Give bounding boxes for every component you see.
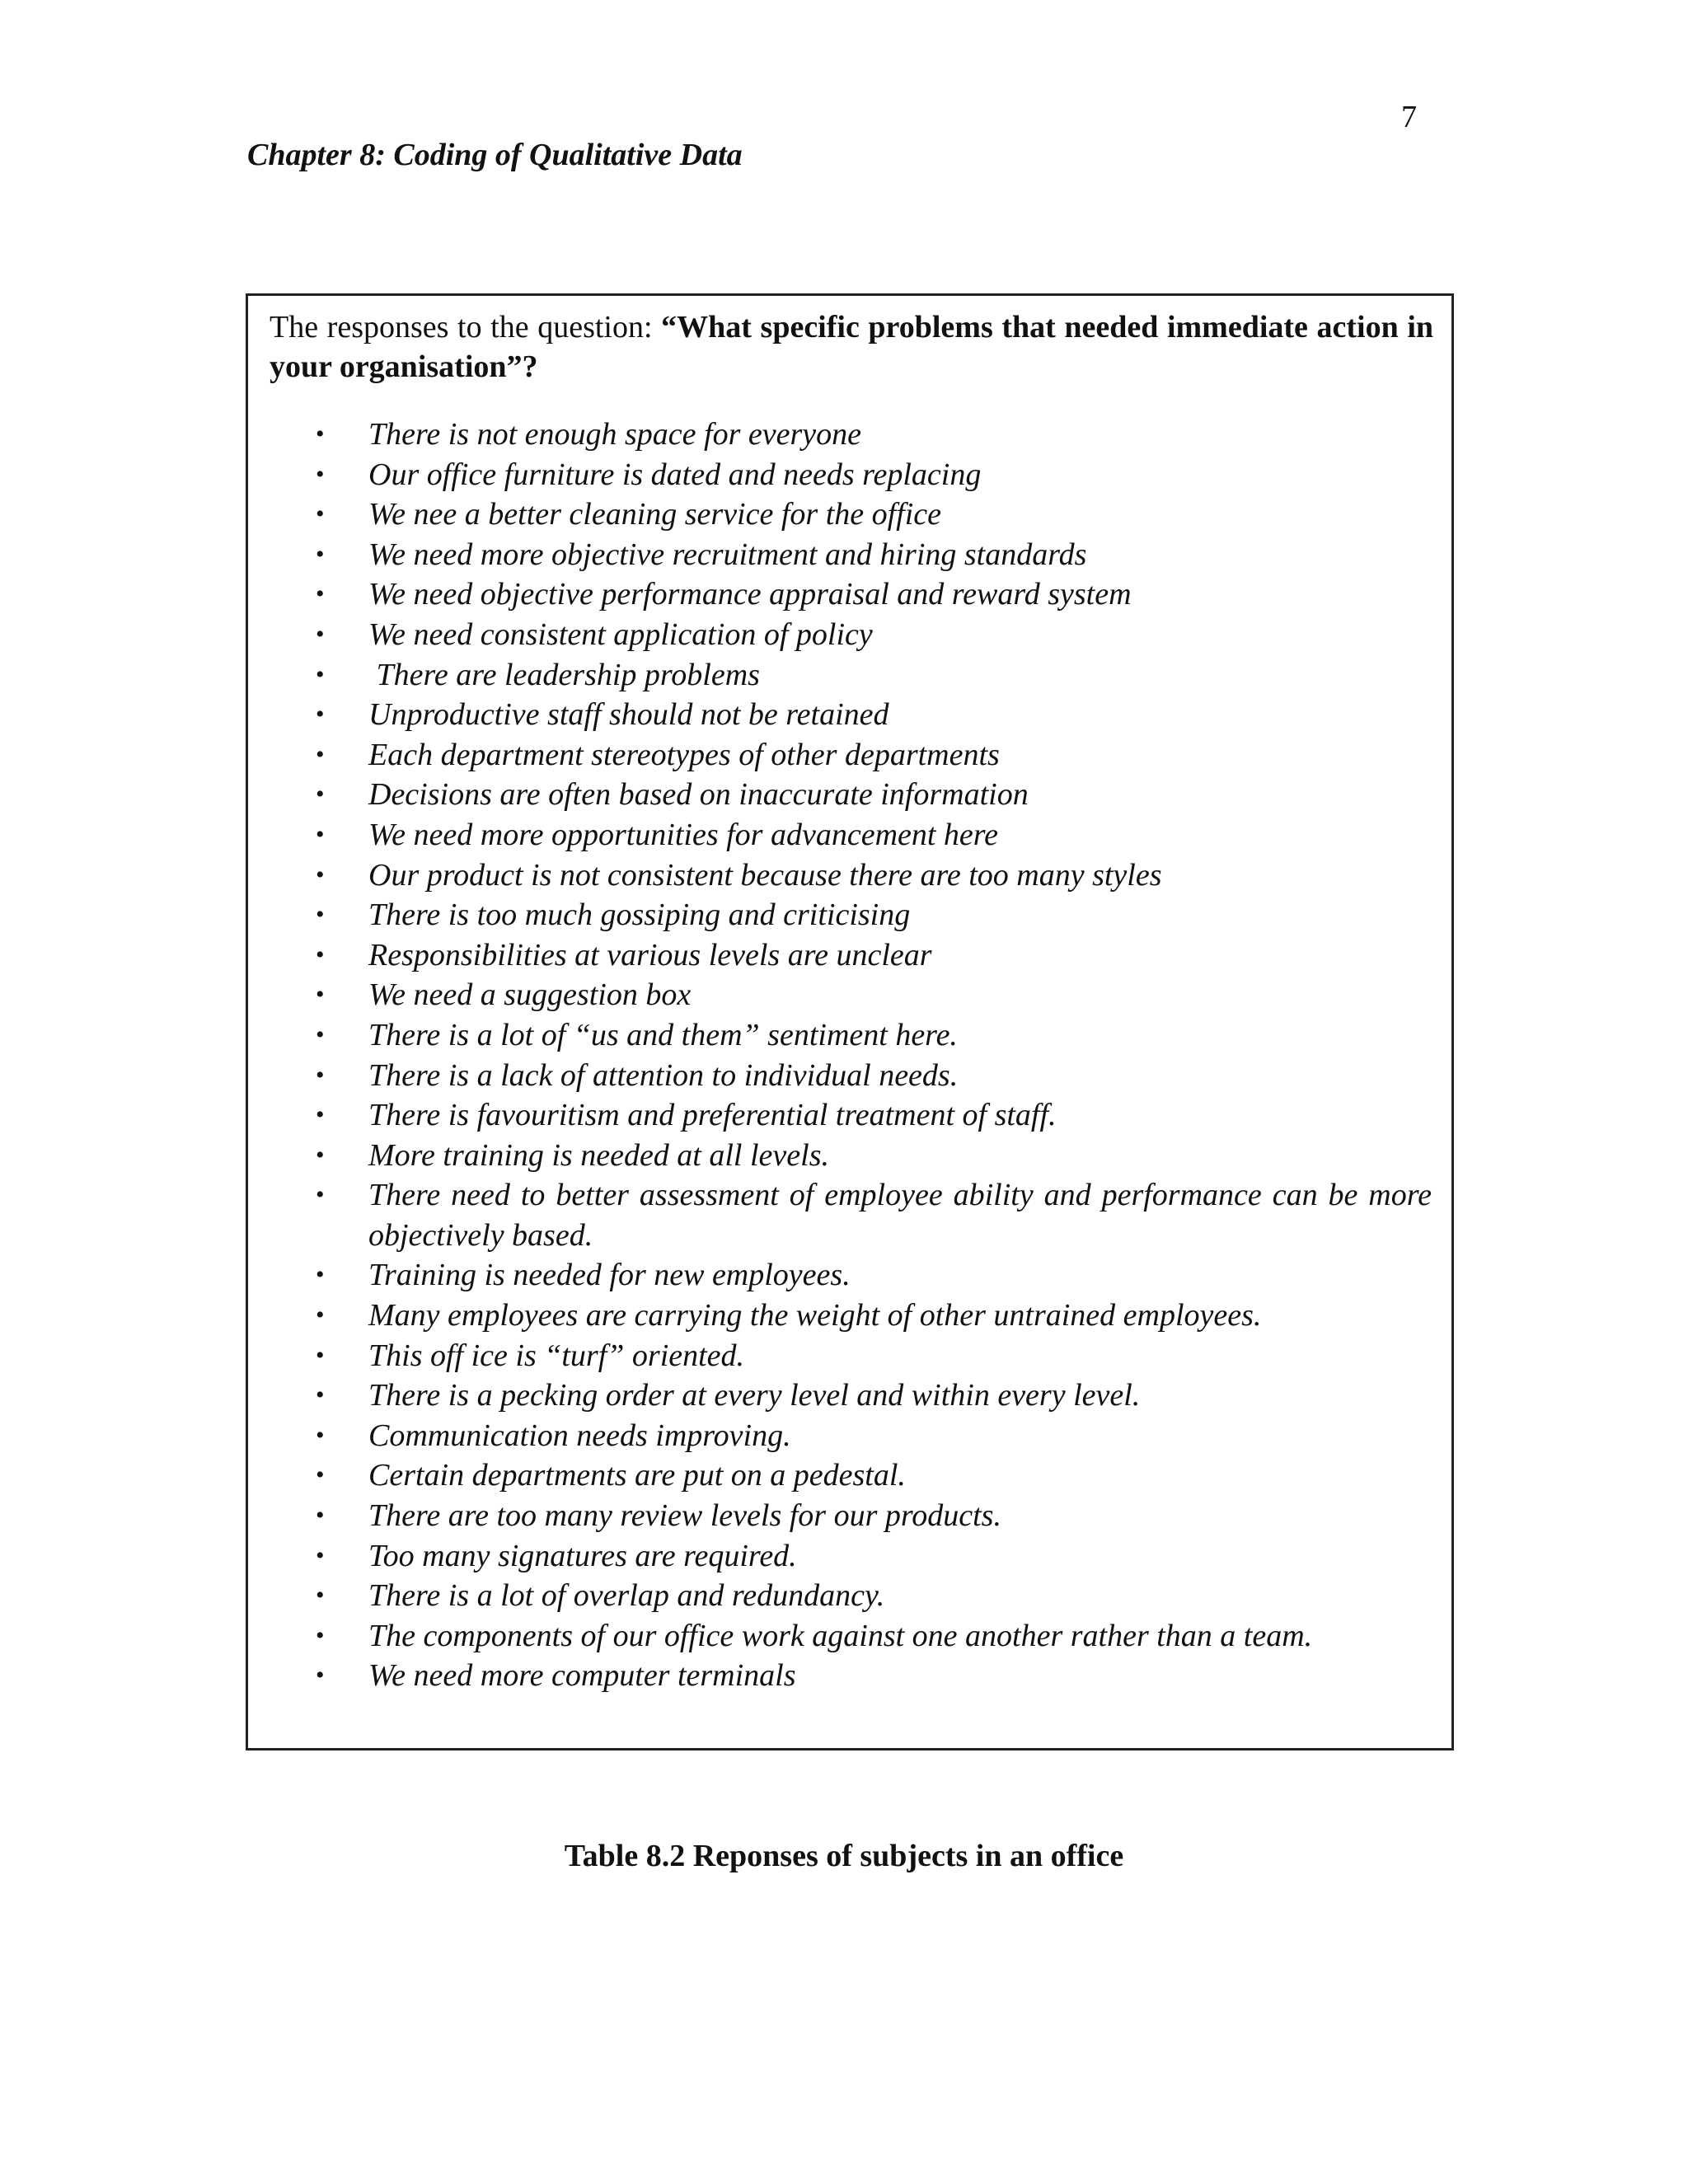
list-item <box>248 895 1432 935</box>
bullet-icon: • <box>316 460 325 488</box>
list-item <box>248 1416 1432 1456</box>
bullet-icon: • <box>316 1502 325 1530</box>
bullet-icon: • <box>316 1582 325 1610</box>
response-text: Communication needs improving. <box>368 1418 791 1453</box>
list-item <box>248 855 1432 896</box>
response-text: The components of our office work against one another rather than a team. <box>368 1618 1313 1653</box>
bullet-icon: • <box>316 540 325 568</box>
list-item <box>248 1015 1432 1056</box>
response-text: We need a suggestion box <box>368 977 692 1013</box>
bullet-icon: • <box>316 1341 325 1369</box>
response-text: There is not enough space for everyone <box>368 417 861 452</box>
response-text: Each department stereotypes of other departments <box>368 737 1000 772</box>
bullet-icon: • <box>316 1301 325 1329</box>
list-item <box>248 975 1432 1015</box>
response-text: This off ice is “turf” oriented. <box>368 1338 745 1373</box>
response-text: There is too much gossiping and criticising <box>368 898 911 933</box>
list-item <box>248 1656 1432 1696</box>
bullet-icon: • <box>316 1261 325 1289</box>
bullet-icon: • <box>316 940 325 968</box>
list-item <box>248 815 1432 855</box>
response-text: We need more opportunities for advancement here <box>368 817 999 852</box>
bullet-icon: • <box>316 660 325 688</box>
response-text: More training is needed at all levels. <box>368 1137 829 1173</box>
response-text: There are leadership problems <box>368 657 760 692</box>
bullet-icon: • <box>316 780 325 808</box>
bullet-icon: • <box>316 620 325 648</box>
response-text: There are too many review levels for our products. <box>368 1498 1001 1534</box>
bullet-icon: • <box>316 1421 325 1449</box>
response-text: There is favouritism and preferential treatment of staff. <box>368 1098 1057 1133</box>
list-item <box>248 1056 1432 1096</box>
list-item <box>248 1095 1432 1136</box>
list-item <box>248 735 1432 776</box>
list-item <box>248 415 1432 455</box>
list-item <box>248 494 1432 535</box>
response-text: There is a pecking order at every level and within every level. <box>368 1378 1141 1413</box>
list-item <box>248 535 1432 575</box>
list-item <box>248 615 1432 655</box>
list-item <box>248 1376 1432 1416</box>
list-item <box>248 1136 1432 1176</box>
response-text: There need to better assessment of employee ability and performance can be more objectively based. <box>368 1178 1440 1253</box>
list-item <box>248 655 1432 696</box>
response-text: We need more objective recruitment and hiring standards <box>368 537 1087 572</box>
response-list <box>248 415 1440 1696</box>
response-text: Training is needed for new employees. <box>368 1258 851 1293</box>
list-item <box>248 1496 1432 1536</box>
response-text: We need objective performance appraisal and reward system <box>368 577 1132 612</box>
list-item <box>248 1175 1440 1255</box>
response-text: Our office furniture is dated and needs replacing <box>368 457 982 492</box>
list-item <box>248 455 1432 495</box>
page-number: 7 <box>1401 100 1417 134</box>
response-text: Many employees are carrying the weight of other untrained employees. <box>368 1298 1262 1333</box>
list-item <box>248 1455 1432 1496</box>
bullet-icon: • <box>316 740 325 768</box>
table-caption: Table 8.2 Reponses of subjects in an office <box>564 1839 1124 1873</box>
response-text: There is a lot of overlap and redundancy. <box>368 1578 885 1614</box>
question <box>270 307 1433 387</box>
list-item <box>248 1536 1432 1577</box>
response-text: There is a lack of attention to individual needs. <box>368 1057 959 1093</box>
bullet-icon: • <box>316 701 325 729</box>
bullet-icon: • <box>316 420 325 448</box>
bullet-icon: • <box>316 901 325 929</box>
bullet-icon: • <box>316 500 325 528</box>
list-item <box>248 1336 1432 1376</box>
response-text: Our product is not consistent because there are too many styles <box>368 857 1162 893</box>
bullet-icon: • <box>316 860 325 888</box>
bullet-icon: • <box>316 1101 325 1129</box>
list-item <box>248 1255 1432 1296</box>
bullet-icon: • <box>316 1181 325 1209</box>
response-text: Decisions are often based on inaccurate information <box>368 777 1029 813</box>
bullet-icon: • <box>316 1661 325 1690</box>
bullet-icon: • <box>316 1141 325 1169</box>
response-text: Too many signatures are required. <box>368 1538 797 1573</box>
response-text: Certain departments are put on a pedestal. <box>368 1458 906 1493</box>
response-text: There is a lot of “us and them” sentiment here. <box>368 1017 958 1052</box>
bullet-icon: • <box>316 981 325 1009</box>
chapter-heading: Chapter 8: Coding of Qualitative Data <box>247 138 743 172</box>
question-text: “What specific problems that needed immediate action in your organisation”? <box>270 310 1434 384</box>
bullet-icon: • <box>316 1020 325 1048</box>
list-item <box>248 1576 1432 1616</box>
bullet-icon: • <box>316 1381 325 1409</box>
bullet-icon: • <box>316 580 325 608</box>
bullet-icon: • <box>316 1461 325 1489</box>
response-box <box>246 293 1454 1750</box>
list-item <box>248 1616 1432 1657</box>
list-item <box>248 1296 1432 1336</box>
response-text: Responsibilities at various levels are unclear <box>368 937 932 972</box>
list-item <box>248 695 1432 735</box>
response-text: We need more computer terminals <box>368 1658 796 1694</box>
question-lead: The responses to the question: <box>270 310 662 344</box>
bullet-icon: • <box>316 820 325 848</box>
response-text: We nee a better cleaning service for the office <box>368 497 942 532</box>
list-item <box>248 935 1432 976</box>
list-item <box>248 775 1432 815</box>
response-text: We need consistent application of policy <box>368 616 873 652</box>
list-item <box>248 574 1432 615</box>
bullet-icon: • <box>316 1061 325 1089</box>
response-text: Unproductive staff should not be retained <box>368 697 889 733</box>
bullet-icon: • <box>316 1621 325 1649</box>
bullet-icon: • <box>316 1541 325 1569</box>
